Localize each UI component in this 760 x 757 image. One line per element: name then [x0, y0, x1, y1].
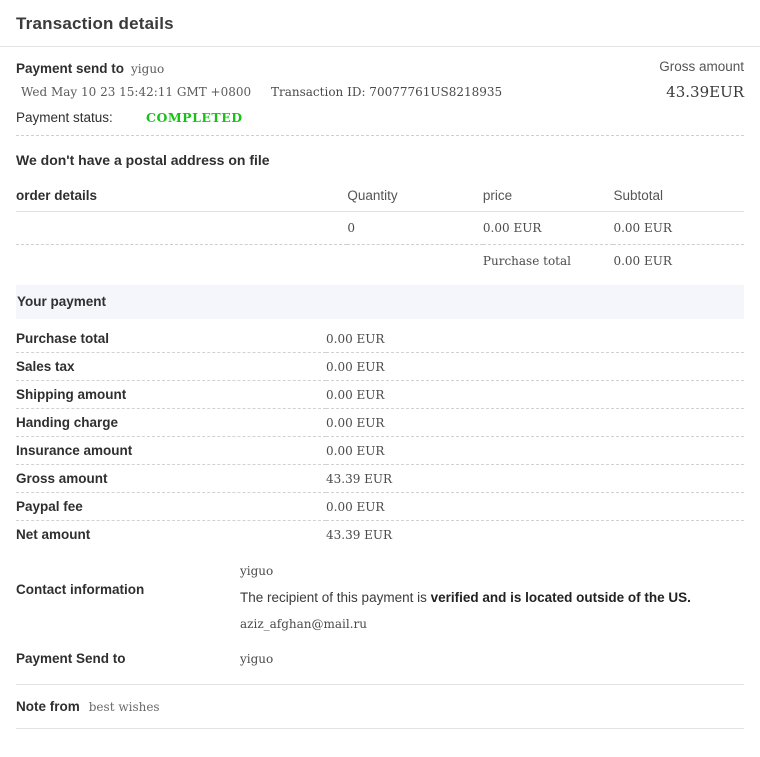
note-label: Note from	[16, 699, 80, 714]
label-shipping-amount: Shipping amount	[16, 381, 326, 409]
payment-row-net-amount	[16, 521, 744, 549]
value-handing-charge: 0.00 EUR	[326, 409, 744, 437]
gross-amount-block	[524, 59, 744, 101]
cell-empty-2	[347, 245, 483, 278]
value-gross-amount: 43.39 EUR	[326, 465, 744, 493]
order-details-table	[16, 182, 744, 277]
value-net-amount: 43.39 EUR	[326, 528, 393, 542]
value-shipping-amount: 0.00 EUR	[326, 381, 744, 409]
payment-status-row	[16, 110, 744, 125]
verified-prefix: The recipient of this payment is	[240, 590, 431, 605]
payment-send-to-label: Payment send to	[16, 61, 125, 76]
payment-row-gross-amount	[16, 465, 744, 493]
cell-quantity: 0	[347, 212, 483, 245]
value-paypal-fee: 0.00 EUR	[326, 493, 744, 521]
label-insurance-amount: Insurance amount	[16, 437, 326, 465]
transaction-date: Wed May 10 23 15:42:11 GMT +0800	[21, 85, 252, 99]
payment-row-sales-tax	[16, 353, 744, 381]
contact-row	[16, 552, 744, 631]
value-insurance-amount: 0.00 EUR	[326, 437, 744, 465]
label-handing-charge: Handing charge	[16, 409, 326, 437]
column-order-details: order details	[16, 182, 347, 212]
contact-information-table	[16, 552, 744, 631]
note-section	[0, 685, 760, 728]
transaction-id: Transaction ID: 70077761US8218935	[271, 85, 503, 99]
payee-name: yiguo	[131, 62, 165, 76]
gross-amount-value: 43.39EUR	[666, 83, 744, 101]
label-purchase-total: Purchase total	[16, 325, 326, 353]
payment-send-to-bottom-label: Payment Send to	[16, 651, 126, 666]
column-subtotal: Subtotal	[613, 182, 744, 212]
purchase-total-value: 0.00 EUR	[613, 254, 672, 268]
cell-description	[16, 212, 347, 245]
label-net-amount: Net amount	[16, 527, 91, 542]
payment-send-to-section	[0, 631, 760, 684]
your-payment-title: Your payment	[17, 294, 107, 309]
payment-row-shipping-amount	[16, 381, 744, 409]
contact-information-value	[240, 552, 744, 631]
payment-row-paypal-fee	[16, 493, 744, 521]
page-title: Transaction details	[16, 14, 174, 33]
cell-subtotal: 0.00 EUR	[613, 212, 744, 245]
column-quantity: Quantity	[347, 182, 483, 212]
table-row	[16, 212, 744, 245]
label-sales-tax: Sales tax	[16, 353, 326, 381]
payment-send-to-bottom-value: yiguo	[240, 652, 274, 666]
order-details-section	[0, 182, 760, 277]
status-badge: COMPLETED	[146, 110, 243, 125]
verified-statement	[240, 590, 744, 605]
your-payment-table	[16, 325, 744, 548]
postal-address-notice: We don't have a postal address on file	[16, 152, 270, 168]
contact-information-section	[0, 552, 760, 631]
your-payment-section	[0, 325, 760, 548]
payment-status-label: Payment status:	[16, 110, 113, 125]
value-purchase-total: 0.00 EUR	[326, 325, 744, 353]
cell-price: 0.00 EUR	[483, 212, 614, 245]
contact-information-label: Contact information	[16, 582, 145, 597]
contact-email: aziz_afghan@mail.ru	[240, 617, 368, 631]
your-payment-band	[16, 285, 744, 319]
label-gross-amount: Gross amount	[16, 465, 326, 493]
purchase-total-label: Purchase total	[482, 254, 571, 268]
label-paypal-fee: Paypal fee	[16, 493, 326, 521]
column-price: price	[483, 182, 614, 212]
payment-row-insurance-amount	[16, 437, 744, 465]
contact-name: yiguo	[240, 564, 274, 578]
payment-row-purchase-total	[16, 325, 744, 353]
purchase-total-row	[16, 245, 744, 278]
value-sales-tax: 0.00 EUR	[326, 353, 744, 381]
table-header-row	[16, 182, 744, 212]
gross-amount-label: Gross amount	[659, 59, 744, 74]
payment-row-handing-charge	[16, 409, 744, 437]
verified-bold-text: verified and is located outside of the US.	[430, 590, 691, 605]
separator-after-note	[16, 728, 744, 729]
note-value: best wishes	[88, 700, 160, 714]
transaction-summary	[0, 47, 760, 135]
cell-empty-1	[16, 245, 347, 278]
page-title-bar	[0, 0, 760, 47]
